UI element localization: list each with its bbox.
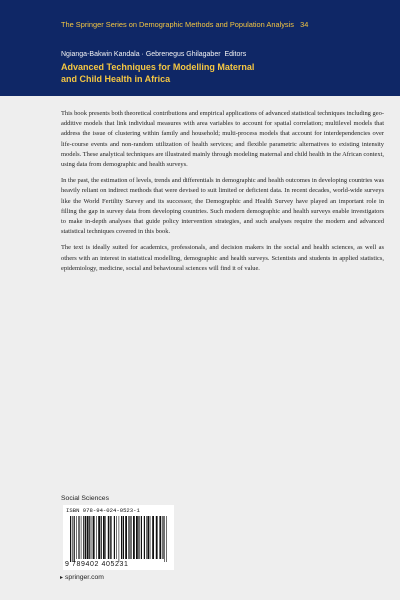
barcode-bar [164,516,165,562]
barcode-bar [156,516,158,559]
barcode-bar [162,516,163,559]
blurb-paragraph-3: The text is ideally suited for academics, professionals, and decision makers in the social and health sciences, as well as others with an interest in statistical modelling, demographic and health surveys. Scientists and students in applied statistics, epidemiology, medicine, social and behavioural sciences will find it of value. [61,244,384,272]
barcode-bar [108,516,109,559]
barcode-bar [138,516,139,559]
website-label: springer.com [65,574,104,581]
barcode-bar [147,516,149,559]
barcode-bar [121,516,122,559]
barcode-bar [128,516,129,559]
blurb-paragraph-1: This book presents both theoretical contributions and empirical applications of advanced statistical techniques including geo-additive models that link individual measures with area variables to account for spatial correlation; multilevel models that address the issue of clustering within family and household; multi-process models that account for interdependencies over life-course events and non-random utilization of health services; and flexible parametric alternatives to existing intensity models. These analytical techniques are illustrated mainly through modeling maternal and child health in the African context, using data from demographic and health surveys. [61,110,384,169]
barcode-bar [98,516,100,559]
barcode-bar [74,516,75,562]
book-title [61,61,361,85]
barcode-bar [78,516,79,559]
barcode-bar [144,516,145,559]
editors-label: Editors [224,51,247,58]
barcode-bar [96,516,97,559]
barcode-bar [119,516,120,562]
barcode-bar [105,516,106,559]
editor-names: Ngianga-Bakwin Kandala · Gebrenegus Ghilagaber [61,51,221,58]
barcode-bar [85,516,86,559]
series-title [61,20,391,30]
barcode-bar [110,516,111,559]
barcode-bar [81,516,82,559]
book-title-line-2: and Child Health in Africa [61,74,171,84]
barcode-block [63,505,174,570]
barcode-bar [150,516,151,559]
barcode-bar [83,516,84,559]
isbn-label: ISBN 978-94-024-0523-1 [66,507,140,514]
barcode-bar [136,516,138,559]
barcode-bar [89,516,90,559]
barcode-bar [133,516,135,559]
barcode-bar [103,516,105,559]
editors-line [61,50,391,59]
barcode-bar [70,516,71,562]
subject-category: Social Sciences [61,495,109,502]
series-name: The Springer Series on Demographic Methods and Population Analysis [61,20,294,29]
barcode-bar [125,516,127,559]
series-number: 34 [300,20,309,29]
barcode-bar [114,516,115,559]
arrow-icon: ▸ [60,575,64,581]
barcode-bar [92,516,93,559]
barcode-bar [131,516,132,559]
book-title-line-1: Advanced Techniques for Modelling Maternal [61,62,255,72]
header-band [0,0,400,96]
barcode-bar [166,516,167,562]
barcode-bar [129,516,130,559]
barcode-bar [116,516,117,559]
barcode-bar [159,516,161,559]
barcode-bar [87,516,89,559]
barcode-digits: 9 789402 405231 [65,561,129,568]
barcode-bar [141,516,142,559]
barcode-bar [123,516,124,559]
barcode-bar [72,516,73,562]
barcode-bar [76,516,77,559]
blurb-paragraph-2: In the past, the estimation of levels, trends and differentials in demographic and health outcomes in developing countries was heavily reliant on indirect methods that were devised to suit limited or deficient data. In recent decades, world-wide surveys like the World Fertility Survey and its successor, the Demographic and Health Survey have played an important role in filling the gap in survey data from developing countries. Such modern demographic and health surveys enable investigators to make in-depth analyses that guide policy intervention strategies, and such analyses require the modern and advanced statistical techniques covered in this book. [61,177,384,236]
website-link[interactable] [60,573,104,583]
blurb [61,109,384,280]
barcode-bar [152,516,154,559]
barcode-bar [111,516,112,559]
barcode-bar [101,516,102,559]
barcode-bar [146,516,147,559]
barcode-bar [93,516,95,559]
